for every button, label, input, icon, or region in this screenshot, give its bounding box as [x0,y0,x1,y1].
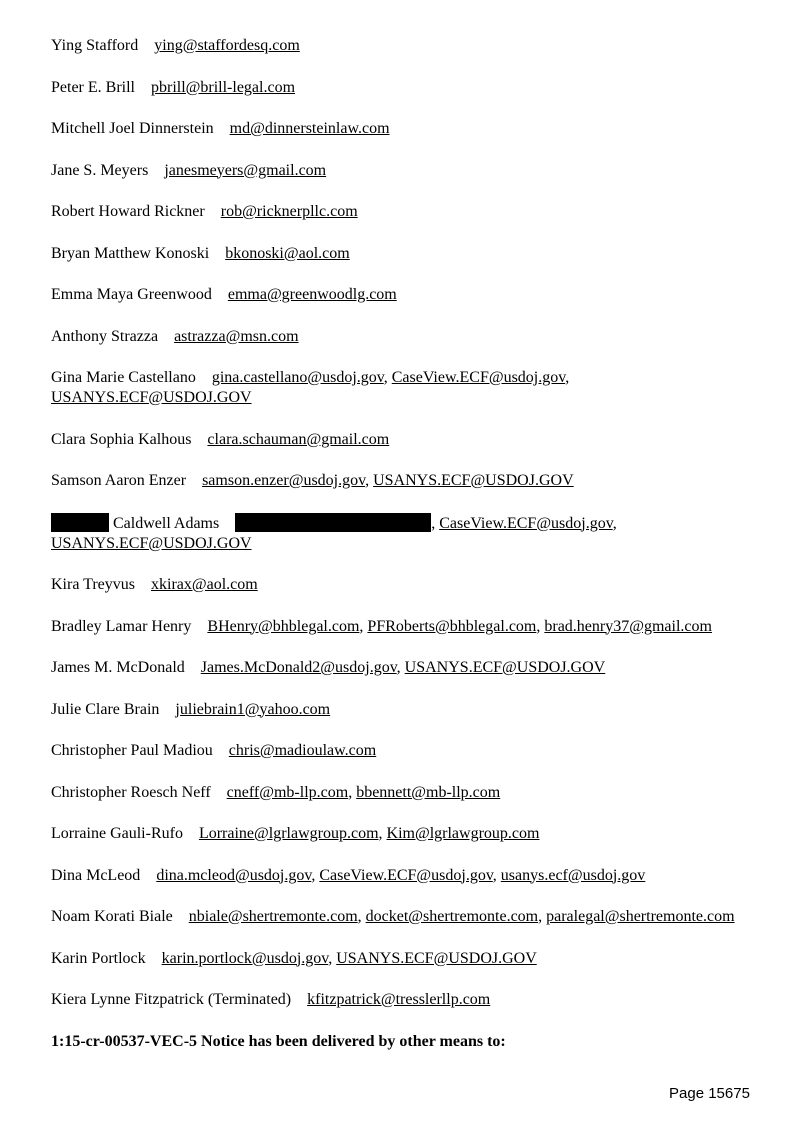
email-link[interactable]: astrazza@msn.com [174,327,299,345]
email-link[interactable]: samson.enzer@usdoj.gov [202,472,366,489]
email-link[interactable]: James.McDonald2@usdoj.gov [200,659,397,676]
recipient-name: Anthony Strazza [51,327,159,345]
email-link[interactable]: juliebrain1@yahoo.com [175,700,331,718]
email-link[interactable]: USANYS.ECF@USDOJ.GOV [336,949,537,967]
recipient-name: Mitchell Joel Dinnerstein [51,120,214,137]
email-link[interactable]: ying@staffordesq.com [154,37,300,54]
recipient-name: Julie Clare Brain [51,700,160,718]
recipient-name: Clara Sophia Kalhous [51,430,192,448]
email-link[interactable]: emma@greenwoodlg.com [227,286,397,303]
service-entry: Noam Korati Biale nbiale@shertremonte.com, docket@shertremonte.com, paralegal@shertremonte.com [51,908,735,925]
redaction-block [235,513,431,532]
recipient-name: Emma Maya Greenwood [51,286,212,303]
page-number: Page 15675 [669,1085,750,1102]
service-entry: Lorraine Gauli-Rufo Lorraine@lgrlawgroup.com, Kim@lgrlawgroup.com [51,825,540,842]
email-link[interactable]: clara.schauman@gmail.com [207,430,390,448]
document-body [51,36,771,1050]
email-link[interactable]: PFRoberts@bhblegal.com [367,617,537,635]
recipient-name: Samson Aaron Enzer [51,472,187,489]
email-link[interactable]: USANYS.ECF@USDOJ.GOV [404,659,606,676]
service-entry: Christopher Roesch Neff cneff@mb-llp.com, bbennett@mb-llp.com [51,783,501,801]
email-link[interactable]: docket@shertremonte.com [365,908,539,925]
email-link[interactable]: karin.portlock@usdoj.gov [161,949,329,967]
service-entry [51,327,771,347]
section-heading [51,1032,771,1050]
service-entry: James M. McDonald James.McDonald2@usdoj.gov, USANYS.ECF@USDOJ.GOV [51,659,606,676]
service-entry: Karin Portlock karin.portlock@usdoj.gov, USANYS.ECF@USDOJ.GOV [51,949,537,967]
email-link[interactable]: usanys.ecf@usdoj.gov [500,866,646,884]
email-link[interactable]: md@dinnersteinlaw.com [229,120,390,137]
recipient-name: Karin Portlock [51,949,146,967]
email-link[interactable]: Lorraine@lgrlawgroup.com [198,825,379,842]
email-link[interactable]: paralegal@shertremonte.com [546,908,735,925]
service-entry [51,119,771,139]
recipient-name: Robert Howard Rickner [51,203,205,220]
service-entry: Gina Marie Castellano gina.castellano@usdoj.gov, CaseView.ECF@usdoj.gov, USANYS.ECF@USDOJ.GOV [51,369,570,406]
email-link[interactable]: chris@madioulaw.com [228,742,377,759]
recipient-name: Caldwell Adams [113,514,220,532]
recipient-name: Christopher Paul Madiou [51,742,213,759]
recipient-name: Kiera Lynne Fitzpatrick (Terminated) [51,991,292,1008]
service-entry [51,575,771,595]
service-entry [51,244,771,264]
email-link[interactable]: bkonoski@aol.com [225,244,350,262]
email-link[interactable]: CaseView.ECF@usdoj.gov [391,369,566,386]
service-entry [51,285,771,305]
service-entry [51,741,771,761]
email-link[interactable]: Kim@lgrlawgroup.com [386,825,540,842]
email-link[interactable]: USANYS.ECF@USDOJ.GOV [51,389,252,406]
email-link[interactable]: cneff@mb-llp.com [226,783,349,801]
recipient-name: Bradley Lamar Henry [51,617,192,635]
email-link[interactable]: CaseView.ECF@usdoj.gov [319,866,493,884]
service-entry: Caldwell Adams , CaseView.ECF@usdoj.gov, USANYS.ECF@USDOJ.GOV [51,514,617,552]
recipient-name: James M. McDonald [51,659,185,676]
recipient-name: Noam Korati Biale [51,908,173,925]
service-entry [51,78,771,98]
recipient-name: Jane S. Meyers [51,161,149,179]
email-link[interactable]: brad.henry37@gmail.com [544,617,712,635]
email-link[interactable]: janesmeyers@gmail.com [164,161,327,179]
email-link[interactable]: dina.mcleod@usdoj.gov [156,866,312,884]
recipient-name: Christopher Roesch Neff [51,783,211,801]
email-link[interactable]: USANYS.ECF@USDOJ.GOV [51,534,252,552]
service-entry [51,161,771,181]
service-entry [51,700,771,720]
service-entry [51,430,771,450]
service-entry [51,202,771,222]
email-link[interactable]: gina.castellano@usdoj.gov [211,369,384,386]
recipient-name: Dina McLeod [51,866,141,884]
email-link[interactable]: USANYS.ECF@USDOJ.GOV [373,472,574,489]
section-heading-text: 1:15-cr-00537-VEC-5 Notice has been delivered by other means to: [51,1032,506,1050]
service-entry: Bradley Lamar Henry BHenry@bhblegal.com, PFRoberts@bhblegal.com, brad.henry37@gmail.com [51,617,712,635]
recipient-name: Bryan Matthew Konoski [51,244,210,262]
redaction-block [51,513,109,532]
service-entry: Dina McLeod dina.mcleod@usdoj.gov, CaseView.ECF@usdoj.gov, usanys.ecf@usdoj.gov [51,866,646,884]
service-entry [51,36,771,56]
email-link[interactable]: CaseView.ECF@usdoj.gov [439,514,613,532]
service-entry [51,990,771,1010]
recipient-name: Lorraine Gauli-Rufo [51,825,183,842]
recipient-name: Gina Marie Castellano [51,369,196,386]
email-link[interactable]: rob@ricknerpllc.com [220,203,358,220]
recipient-name: Peter E. Brill [51,78,135,96]
email-link[interactable]: bbennett@mb-llp.com [356,783,501,801]
email-link[interactable]: kfitzpatrick@tresslerllp.com [307,991,491,1008]
recipient-name: Ying Stafford [51,37,139,54]
email-link[interactable]: xkirax@aol.com [151,576,258,593]
email-link[interactable]: BHenry@bhblegal.com [207,617,360,635]
recipient-name: Kira Treyvus [51,576,136,593]
service-entry: Samson Aaron Enzer samson.enzer@usdoj.gov, USANYS.ECF@USDOJ.GOV [51,472,574,489]
email-link[interactable]: nbiale@shertremonte.com [188,908,358,925]
email-link[interactable]: pbrill@brill-legal.com [150,78,296,96]
